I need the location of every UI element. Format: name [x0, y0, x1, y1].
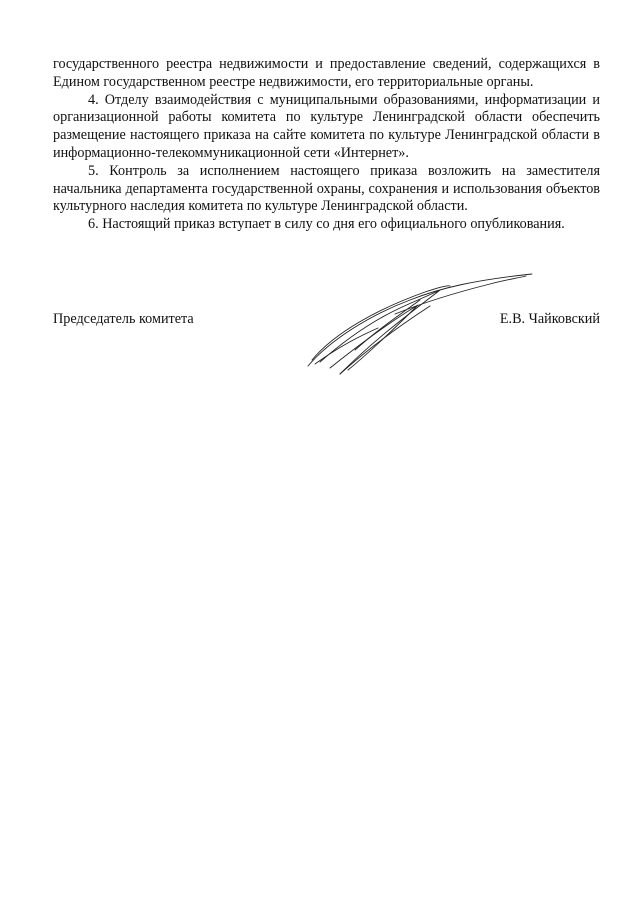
signatory-name: Е.В. Чайковский [499, 311, 600, 327]
document-body [53, 56, 600, 234]
paragraph-item-5: 5. Контроль за исполнением настоящего приказа возложить на заместителя начальника департамента государственной охраны, сохранения и использования объектов культурного наследия комитета по культуре Ленинградской области. [53, 162, 600, 215]
paragraph-item-6: 6. Настоящий приказ вступает в силу со дня его официального опубликования. [88, 216, 565, 233]
paragraph-item-4: 4. Отделу взаимодействия с муниципальными образованиями, информатизации и организационной работы комитета по культуре Ленинградской области обеспечить размещение настоящего приказа на сайте комитета по культуре Ленинградской области в информационно-телекоммуникационной сети «Интернет». [53, 91, 600, 161]
paragraph-continuation: государственного реестра недвижимости и предоставление сведений, содержащихся в Едином государственном реестре недвижимости, его территориальные органы. [53, 56, 600, 90]
signatory-position: Председатель комитета [53, 311, 194, 327]
